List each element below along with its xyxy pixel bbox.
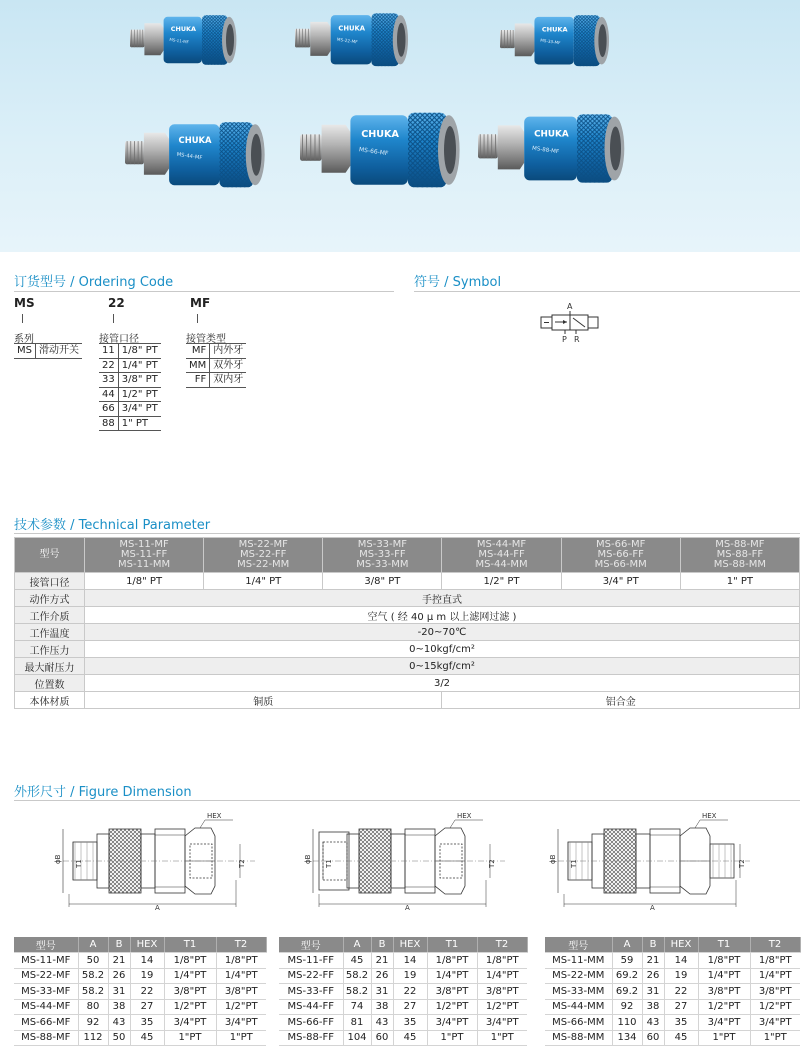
table-row bbox=[279, 968, 527, 984]
coupler-photo bbox=[125, 122, 265, 187]
table-row bbox=[279, 1030, 527, 1046]
option-desc: 双内牙 bbox=[210, 373, 247, 388]
param-row bbox=[15, 624, 800, 641]
table-cell: MS-66-MF bbox=[14, 1015, 78, 1031]
header-cell: B bbox=[642, 937, 664, 953]
model-text: MS-33-MF bbox=[540, 37, 561, 46]
option-desc: 1/4" PT bbox=[118, 358, 161, 373]
table-cell: MS-33-MF bbox=[14, 984, 78, 1000]
option-row bbox=[186, 358, 246, 373]
series-label: 系列 bbox=[14, 334, 34, 345]
table-cell: MS-22-FF bbox=[279, 968, 343, 984]
table-cell: 81 bbox=[343, 1015, 371, 1031]
param-value: 空气 ( 经 40 μ m 以上滤网过滤 ) bbox=[85, 607, 800, 624]
row-label: 最大耐压力 bbox=[15, 658, 85, 675]
model-cell: MS-11-MF MS-11-FF MS-11-MM bbox=[85, 538, 204, 573]
dim-t2: T2 bbox=[738, 859, 746, 868]
table-cell: 43 bbox=[371, 1015, 393, 1031]
model-cell: MS-44-MF MS-44-FF MS-44-MM bbox=[442, 538, 561, 573]
dimension-drawing-mf bbox=[55, 812, 270, 912]
dim-t2: T2 bbox=[238, 859, 246, 868]
option-desc: 1/8" PT bbox=[118, 344, 161, 359]
table-cell: 60 bbox=[371, 1030, 393, 1046]
table-row bbox=[545, 1030, 800, 1046]
table-cell: 1"PT bbox=[698, 1030, 750, 1046]
model-header: 型号 bbox=[15, 538, 85, 573]
option-row bbox=[99, 402, 161, 417]
table-cell: 27 bbox=[664, 999, 698, 1015]
divider bbox=[14, 291, 394, 292]
type-code: MF bbox=[190, 296, 211, 310]
table-cell: 58.2 bbox=[343, 968, 371, 984]
option-row bbox=[99, 344, 161, 359]
table-row bbox=[14, 1030, 266, 1046]
param-value: 手控直式 bbox=[85, 590, 800, 607]
divider bbox=[14, 800, 800, 801]
brand-text: CHUKA bbox=[170, 25, 196, 34]
header-cell: A bbox=[78, 937, 108, 953]
table-cell: 38 bbox=[642, 999, 664, 1015]
option-desc: 内外牙 bbox=[210, 344, 247, 359]
brand-text: CHUKA bbox=[178, 135, 212, 146]
option-desc: 双外牙 bbox=[210, 358, 247, 373]
table-cell: MS-33-MM bbox=[545, 984, 612, 1000]
code-tick bbox=[22, 314, 23, 323]
dimension-drawing-ff bbox=[305, 812, 520, 912]
table-cell: 22 bbox=[393, 984, 427, 1000]
row-label: 工作介质 bbox=[15, 607, 85, 624]
technical-title: 技术参数 / Technical Parameter bbox=[14, 518, 211, 533]
table-cell: MS-44-MF bbox=[14, 999, 78, 1015]
table-cell: 110 bbox=[612, 1015, 642, 1031]
table-cell: 35 bbox=[664, 1015, 698, 1031]
table-row bbox=[279, 1015, 527, 1031]
table-cell: 3/8"PT bbox=[750, 984, 800, 1000]
dim-b: ϕB bbox=[549, 854, 557, 864]
divider bbox=[414, 291, 800, 292]
header-cell: 型号 bbox=[279, 937, 343, 953]
table-row bbox=[14, 984, 266, 1000]
table-cell: 1/4"PT bbox=[216, 968, 266, 984]
port-cell: 1/2" PT bbox=[442, 573, 561, 590]
table-cell: 74 bbox=[343, 999, 371, 1015]
param-row bbox=[15, 675, 800, 692]
table-cell: 104 bbox=[343, 1030, 371, 1046]
table-cell: 58.2 bbox=[78, 984, 108, 1000]
table-cell: 69.2 bbox=[612, 968, 642, 984]
brand-text: CHUKA bbox=[361, 128, 399, 140]
table-cell: 3/8"PT bbox=[477, 984, 527, 1000]
param-row bbox=[15, 607, 800, 624]
symbol-title: 符号 / Symbol bbox=[414, 275, 502, 290]
table-cell: 35 bbox=[130, 1015, 164, 1031]
header-cell: HEX bbox=[393, 937, 427, 953]
table-cell: 22 bbox=[130, 984, 164, 1000]
table-cell: MS-66-MM bbox=[545, 1015, 612, 1031]
table-header bbox=[14, 937, 266, 953]
dim-hex: HEX bbox=[702, 812, 717, 820]
table-cell: 1"PT bbox=[427, 1030, 477, 1046]
model-text: MS-88-MF bbox=[531, 145, 560, 156]
table-cell: 3/8"PT bbox=[164, 984, 216, 1000]
table-cell: 21 bbox=[108, 953, 130, 969]
type-label: 接管类型 bbox=[186, 334, 226, 345]
table-row bbox=[545, 999, 800, 1015]
model-cell: MS-22-MF MS-22-FF MS-22-MM bbox=[204, 538, 323, 573]
material-cell: 铜质 bbox=[85, 692, 442, 709]
header-cell: HEX bbox=[664, 937, 698, 953]
option-code: 88 bbox=[99, 416, 118, 431]
model-cell: MS-33-MF MS-33-FF MS-33-MM bbox=[323, 538, 442, 573]
param-value: 3/2 bbox=[85, 675, 800, 692]
table-cell: 1/4"PT bbox=[477, 968, 527, 984]
param-row bbox=[15, 658, 800, 675]
port-r: R bbox=[574, 335, 580, 344]
option-row bbox=[186, 373, 246, 388]
table-cell: 3/8"PT bbox=[216, 984, 266, 1000]
table-cell: 1/8"PT bbox=[164, 953, 216, 969]
option-code: MM bbox=[186, 358, 210, 373]
table-cell: 31 bbox=[371, 984, 393, 1000]
table-cell: 19 bbox=[393, 968, 427, 984]
port-a: A bbox=[567, 302, 573, 311]
table-cell: 1"PT bbox=[750, 1030, 800, 1046]
dim-a: A bbox=[650, 904, 655, 912]
table-cell: 26 bbox=[371, 968, 393, 984]
row-label: 本体材质 bbox=[15, 692, 85, 709]
table-cell: 1/4"PT bbox=[750, 968, 800, 984]
coupler-photo bbox=[500, 15, 609, 66]
table-cell: 69.2 bbox=[612, 984, 642, 1000]
table-row bbox=[545, 968, 800, 984]
product-photos bbox=[0, 0, 800, 252]
option-code: MS bbox=[14, 344, 35, 359]
option-desc: 3/4" PT bbox=[118, 402, 161, 417]
table-row bbox=[545, 1015, 800, 1031]
size-label: 接管口径 bbox=[99, 334, 139, 345]
dim-hex: HEX bbox=[207, 812, 222, 820]
table-cell: 21 bbox=[642, 953, 664, 969]
valve-symbol bbox=[535, 300, 605, 348]
brand-text: CHUKA bbox=[541, 25, 568, 34]
table-cell: MS-11-FF bbox=[279, 953, 343, 969]
table-cell: 112 bbox=[78, 1030, 108, 1046]
table-cell: MS-11-MF bbox=[14, 953, 78, 969]
table-header bbox=[279, 937, 527, 953]
table-row bbox=[14, 999, 266, 1015]
port-cell: 1" PT bbox=[680, 573, 799, 590]
header-cell: T2 bbox=[216, 937, 266, 953]
dim-a: A bbox=[405, 904, 410, 912]
models-row bbox=[15, 538, 800, 573]
table-cell: 1/8"PT bbox=[427, 953, 477, 969]
type-options bbox=[186, 343, 246, 388]
table-cell: 26 bbox=[108, 968, 130, 984]
table-cell: 3/4"PT bbox=[698, 1015, 750, 1031]
option-code: 22 bbox=[99, 358, 118, 373]
table-cell: 26 bbox=[642, 968, 664, 984]
option-code: 33 bbox=[99, 373, 118, 388]
table-cell: 31 bbox=[642, 984, 664, 1000]
code-tick bbox=[113, 314, 114, 323]
table-cell: 1/2"PT bbox=[477, 999, 527, 1015]
param-value: -20~70℃ bbox=[85, 624, 800, 641]
table-cell: 1/4"PT bbox=[427, 968, 477, 984]
technical-table bbox=[14, 537, 800, 709]
dimension-table-mf bbox=[14, 937, 267, 1046]
table-cell: 1/2"PT bbox=[164, 999, 216, 1015]
table-cell: 1/2"PT bbox=[698, 999, 750, 1015]
dim-t2: T2 bbox=[488, 859, 496, 868]
table-cell: 14 bbox=[393, 953, 427, 969]
brand-text: CHUKA bbox=[534, 129, 569, 140]
option-code: FF bbox=[186, 373, 210, 388]
option-desc: 滑动开关 bbox=[35, 344, 82, 359]
model-text: MS-22-MF bbox=[336, 37, 358, 46]
port-cell: 1/4" PT bbox=[204, 573, 323, 590]
param-row bbox=[15, 590, 800, 607]
table-row bbox=[14, 1015, 266, 1031]
table-cell: 59 bbox=[612, 953, 642, 969]
option-row bbox=[99, 416, 161, 431]
table-cell: 60 bbox=[642, 1030, 664, 1046]
table-cell: 35 bbox=[393, 1015, 427, 1031]
product-photo-banner bbox=[0, 0, 800, 252]
table-cell: MS-22-MF bbox=[14, 968, 78, 984]
table-cell: 45 bbox=[343, 953, 371, 969]
series-options bbox=[14, 343, 82, 359]
option-row bbox=[99, 358, 161, 373]
header-cell: A bbox=[343, 937, 371, 953]
table-row bbox=[14, 968, 266, 984]
row-label: 接管口径 bbox=[15, 573, 85, 590]
dim-b: ϕB bbox=[304, 854, 312, 864]
table-cell: 21 bbox=[371, 953, 393, 969]
table-cell: 27 bbox=[393, 999, 427, 1015]
dim-hex: HEX bbox=[457, 812, 472, 820]
table-cell: 1/2"PT bbox=[750, 999, 800, 1015]
dimension-table-ff bbox=[279, 937, 528, 1046]
dim-t1: T1 bbox=[75, 859, 83, 868]
option-code: 66 bbox=[99, 402, 118, 417]
table-row bbox=[279, 984, 527, 1000]
table-cell: 80 bbox=[78, 999, 108, 1015]
row-label: 动作方式 bbox=[15, 590, 85, 607]
table-cell: 1"PT bbox=[216, 1030, 266, 1046]
header-cell: 型号 bbox=[14, 937, 78, 953]
option-desc: 1" PT bbox=[118, 416, 161, 431]
material-row bbox=[15, 692, 800, 709]
table-cell: 3/4"PT bbox=[164, 1015, 216, 1031]
table-cell: MS-66-FF bbox=[279, 1015, 343, 1031]
header-cell: T1 bbox=[164, 937, 216, 953]
header-cell: 型号 bbox=[545, 937, 612, 953]
table-cell: 3/4"PT bbox=[427, 1015, 477, 1031]
option-desc: 3/8" PT bbox=[118, 373, 161, 388]
table-cell: MS-88-MF bbox=[14, 1030, 78, 1046]
code-tick bbox=[197, 314, 198, 323]
table-cell: 38 bbox=[108, 999, 130, 1015]
option-code: 11 bbox=[99, 344, 118, 359]
table-cell: 1/8"PT bbox=[698, 953, 750, 969]
model-text: MS-66-MF bbox=[358, 146, 389, 158]
coupler-photo bbox=[300, 113, 460, 187]
header-cell: T2 bbox=[477, 937, 527, 953]
table-cell: 31 bbox=[108, 984, 130, 1000]
option-row bbox=[14, 344, 82, 359]
option-row bbox=[99, 387, 161, 402]
table-cell: 134 bbox=[612, 1030, 642, 1046]
model-text: MS-44-MF bbox=[176, 151, 203, 162]
table-row bbox=[14, 953, 266, 969]
table-row bbox=[545, 953, 800, 969]
table-cell: MS-33-FF bbox=[279, 984, 343, 1000]
header-cell: T1 bbox=[698, 937, 750, 953]
table-cell: 1"PT bbox=[164, 1030, 216, 1046]
port-row bbox=[15, 573, 800, 590]
table-cell: MS-44-FF bbox=[279, 999, 343, 1015]
dimension-drawing-mm bbox=[550, 812, 765, 912]
coupler-photo bbox=[130, 15, 236, 65]
table-cell: 19 bbox=[130, 968, 164, 984]
dim-a: A bbox=[155, 904, 160, 912]
port-cell: 3/4" PT bbox=[561, 573, 680, 590]
material-cell: 铝合金 bbox=[442, 692, 800, 709]
header-cell: B bbox=[108, 937, 130, 953]
table-header bbox=[545, 937, 800, 953]
row-label: 工作压力 bbox=[15, 641, 85, 658]
param-value: 0~15kgf/cm² bbox=[85, 658, 800, 675]
port-cell: 3/8" PT bbox=[323, 573, 442, 590]
table-cell: 1/2"PT bbox=[216, 999, 266, 1015]
table-cell: 3/4"PT bbox=[477, 1015, 527, 1031]
table-cell: 14 bbox=[130, 953, 164, 969]
table-cell: MS-88-FF bbox=[279, 1030, 343, 1046]
table-cell: 45 bbox=[130, 1030, 164, 1046]
table-cell: 50 bbox=[108, 1030, 130, 1046]
brand-text: CHUKA bbox=[338, 24, 366, 33]
header-cell: B bbox=[371, 937, 393, 953]
option-code: MF bbox=[186, 344, 210, 359]
ordering-code-title: 订货型号 / Ordering Code bbox=[14, 275, 174, 290]
table-cell: 1/4"PT bbox=[698, 968, 750, 984]
model-cell: MS-66-MF MS-66-FF MS-66-MM bbox=[561, 538, 680, 573]
size-code: 22 bbox=[108, 296, 125, 310]
table-cell: 22 bbox=[664, 984, 698, 1000]
table-cell: 92 bbox=[78, 1015, 108, 1031]
param-row bbox=[15, 641, 800, 658]
table-cell: 43 bbox=[108, 1015, 130, 1031]
option-row bbox=[186, 344, 246, 359]
table-row bbox=[279, 999, 527, 1015]
table-row bbox=[279, 953, 527, 969]
table-cell: 43 bbox=[642, 1015, 664, 1031]
param-value: 0~10kgf/cm² bbox=[85, 641, 800, 658]
table-cell: 1/4"PT bbox=[164, 968, 216, 984]
header-cell: HEX bbox=[130, 937, 164, 953]
table-cell: 1/8"PT bbox=[477, 953, 527, 969]
table-cell: 3/8"PT bbox=[427, 984, 477, 1000]
dim-t1: T1 bbox=[325, 859, 333, 868]
option-row bbox=[99, 373, 161, 388]
coupler-photo bbox=[295, 13, 408, 66]
table-row bbox=[545, 984, 800, 1000]
table-cell: MS-22-MM bbox=[545, 968, 612, 984]
table-cell: 58.2 bbox=[78, 968, 108, 984]
series-code: MS bbox=[14, 296, 35, 310]
row-label: 工作温度 bbox=[15, 624, 85, 641]
table-cell: 14 bbox=[664, 953, 698, 969]
divider bbox=[14, 533, 800, 534]
table-cell: 1/2"PT bbox=[427, 999, 477, 1015]
dimension-title: 外形尺寸 / Figure Dimension bbox=[14, 785, 192, 800]
table-cell: 45 bbox=[393, 1030, 427, 1046]
option-desc: 1/2" PT bbox=[118, 387, 161, 402]
option-code: 44 bbox=[99, 387, 118, 402]
table-cell: 38 bbox=[371, 999, 393, 1015]
port-cell: 1/8" PT bbox=[85, 573, 204, 590]
header-cell: A bbox=[612, 937, 642, 953]
model-cell: MS-88-MF MS-88-FF MS-88-MM bbox=[680, 538, 799, 573]
coupler-photo bbox=[478, 114, 624, 182]
model-text: MS-11-MF bbox=[169, 36, 190, 45]
table-cell: 27 bbox=[130, 999, 164, 1015]
port-p: P bbox=[562, 335, 567, 344]
dimension-table-mm bbox=[545, 937, 801, 1046]
size-options bbox=[99, 343, 161, 431]
table-cell: MS-88-MM bbox=[545, 1030, 612, 1046]
header-cell: T2 bbox=[750, 937, 800, 953]
table-cell: 1"PT bbox=[477, 1030, 527, 1046]
table-cell: 50 bbox=[78, 953, 108, 969]
table-cell: 1/8"PT bbox=[750, 953, 800, 969]
table-cell: 3/4"PT bbox=[750, 1015, 800, 1031]
table-cell: 1/8"PT bbox=[216, 953, 266, 969]
table-cell: 3/8"PT bbox=[698, 984, 750, 1000]
table-cell: 19 bbox=[664, 968, 698, 984]
header-cell: T1 bbox=[427, 937, 477, 953]
table-cell: MS-44-MM bbox=[545, 999, 612, 1015]
table-cell: 3/4"PT bbox=[216, 1015, 266, 1031]
table-cell: 92 bbox=[612, 999, 642, 1015]
table-cell: 58.2 bbox=[343, 984, 371, 1000]
table-cell: MS-11-MM bbox=[545, 953, 612, 969]
dim-b: ϕB bbox=[54, 854, 62, 864]
dim-t1: T1 bbox=[570, 859, 578, 868]
table-cell: 45 bbox=[664, 1030, 698, 1046]
row-label: 位置数 bbox=[15, 675, 85, 692]
